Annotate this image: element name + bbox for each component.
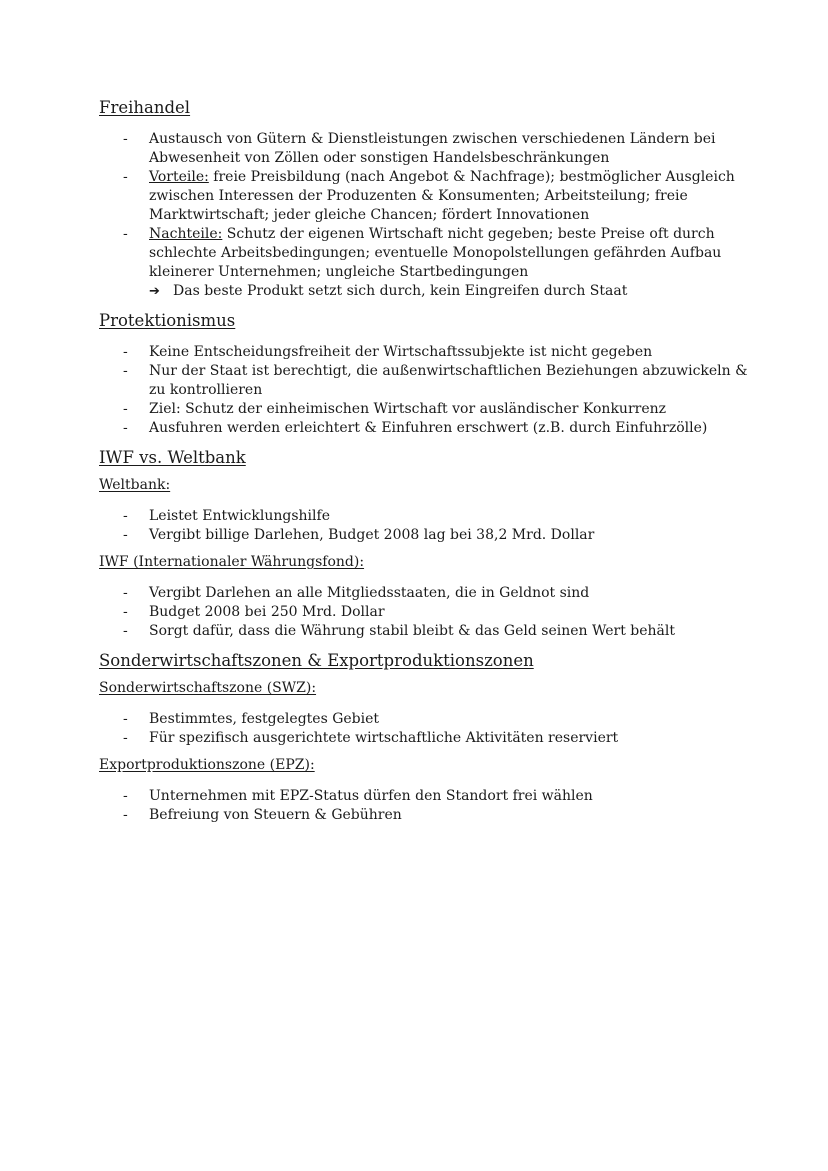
bullet-dash: - (123, 788, 128, 804)
bullet-dash: - (123, 226, 128, 242)
list-item (99, 603, 748, 622)
list-item (99, 710, 748, 729)
bullet-dash: - (123, 527, 128, 543)
right-arrow-icon: ➔ (149, 284, 160, 299)
item-text: Leistet Entwicklungshilfe (149, 508, 330, 524)
list-item (99, 343, 748, 362)
bullet-dash: - (123, 508, 128, 524)
subheading-weltbank: Weltbank: (99, 477, 171, 493)
bullet-dash: - (123, 420, 128, 436)
bullet-dash: - (123, 169, 128, 185)
bullet-dash: - (123, 401, 128, 417)
list-item (99, 787, 748, 806)
bullet-dash: - (123, 585, 128, 601)
item-text: Ziel: Schutz der einheimischen Wirtschaft vor ausländischer Konkurrenz (149, 401, 667, 417)
item-text: Unternehmen mit EPZ-Status dürfen den Standort frei wählen (149, 788, 593, 804)
list-item (99, 168, 748, 225)
conclusion-line (99, 282, 748, 301)
item-text: Austausch von Gütern & Dienstleistungen zwischen verschiedenen Ländern bei Abwesenheit von Zöllen oder sonstigen Handelsbeschränkungen (149, 131, 716, 166)
heading-freihandel: Freihandel (99, 98, 191, 117)
conclusion-text: Das beste Produkt setzt sich durch, kein Eingreifen durch Staat (173, 283, 628, 299)
subheading-epz: Exportproduktionszone (EPZ): (99, 757, 315, 773)
list-iwf (99, 584, 748, 641)
bullet-dash: - (123, 363, 128, 379)
item-text: Sorgt dafür, dass die Währung stabil bleibt & das Geld seinen Wert behält (149, 623, 675, 639)
list-item (99, 130, 748, 168)
subheading-swz: Sonderwirtschaftszone (SWZ): (99, 680, 317, 696)
item-text: Schutz der eigenen Wirtschaft nicht gegeben; beste Preise oft durch schlechte Arbeitsbedingungen; eventuelle Monopolstellungen gefährden Aufbau kleinerer Unternehmen; ungleiche Startbedingungen (149, 226, 722, 280)
list-item (99, 729, 748, 748)
item-text: Ausfuhren werden erleichtert & Einfuhren erschwert (z.B. durch Einfuhrzölle) (149, 420, 708, 436)
list-epz (99, 787, 748, 825)
list-item (99, 507, 748, 526)
list-item (99, 526, 748, 545)
bullet-dash: - (123, 623, 128, 639)
list-item (99, 584, 748, 603)
list-item (99, 400, 748, 419)
item-text: Keine Entscheidungsfreiheit der Wirtschaftssubjekte ist nicht gegeben (149, 344, 653, 360)
list-item (99, 622, 748, 641)
list-swz (99, 710, 748, 748)
bullet-dash: - (123, 730, 128, 746)
bullet-dash: - (123, 807, 128, 823)
heading-iwf-weltbank: IWF vs. Weltbank (99, 448, 246, 467)
item-text: Vergibt billige Darlehen, Budget 2008 lag bei 38,2 Mrd. Dollar (149, 527, 595, 543)
list-protektionismus (99, 343, 748, 438)
item-text: Vergibt Darlehen an alle Mitgliedsstaaten, die in Geldnot sind (149, 585, 590, 601)
item-text: Nur der Staat ist berechtigt, die außenwirtschaftlichen Beziehungen abzuwickeln & zu kontrollieren (149, 363, 748, 398)
item-text: freie Preisbildung (nach Angebot & Nachfrage); bestmöglicher Ausgleich zwischen Interessen der Produzenten & Konsumenten; Arbeitsteilung; freie Marktwirtschaft; jeder gleiche Chancen; fördert Innovationen (149, 169, 735, 223)
item-text: Budget 2008 bei 250 Mrd. Dollar (149, 604, 385, 620)
item-text: Bestimmtes, festgelegtes Gebiet (149, 711, 380, 727)
list-item (99, 362, 748, 400)
bullet-dash: - (123, 711, 128, 727)
list-item (99, 806, 748, 825)
bullet-dash: - (123, 131, 128, 147)
bullet-dash: - (123, 344, 128, 360)
subheading-iwf: IWF (Internationaler Währungsfond): (99, 554, 365, 570)
bullet-dash: - (123, 604, 128, 620)
list-item (99, 419, 748, 438)
item-text: Befreiung von Steuern & Gebühren (149, 807, 402, 823)
label-nachteile: Nachteile: (149, 226, 223, 242)
heading-zonen: Sonderwirtschaftszonen & Exportproduktionszonen (99, 651, 534, 670)
item-text: Für spezifisch ausgerichtete wirtschaftliche Aktivitäten reserviert (149, 730, 619, 746)
list-weltbank (99, 507, 748, 545)
list-freihandel (99, 130, 748, 282)
list-item (99, 225, 748, 282)
label-vorteile: Vorteile: (149, 169, 209, 185)
heading-protektionismus: Protektionismus (99, 311, 236, 330)
